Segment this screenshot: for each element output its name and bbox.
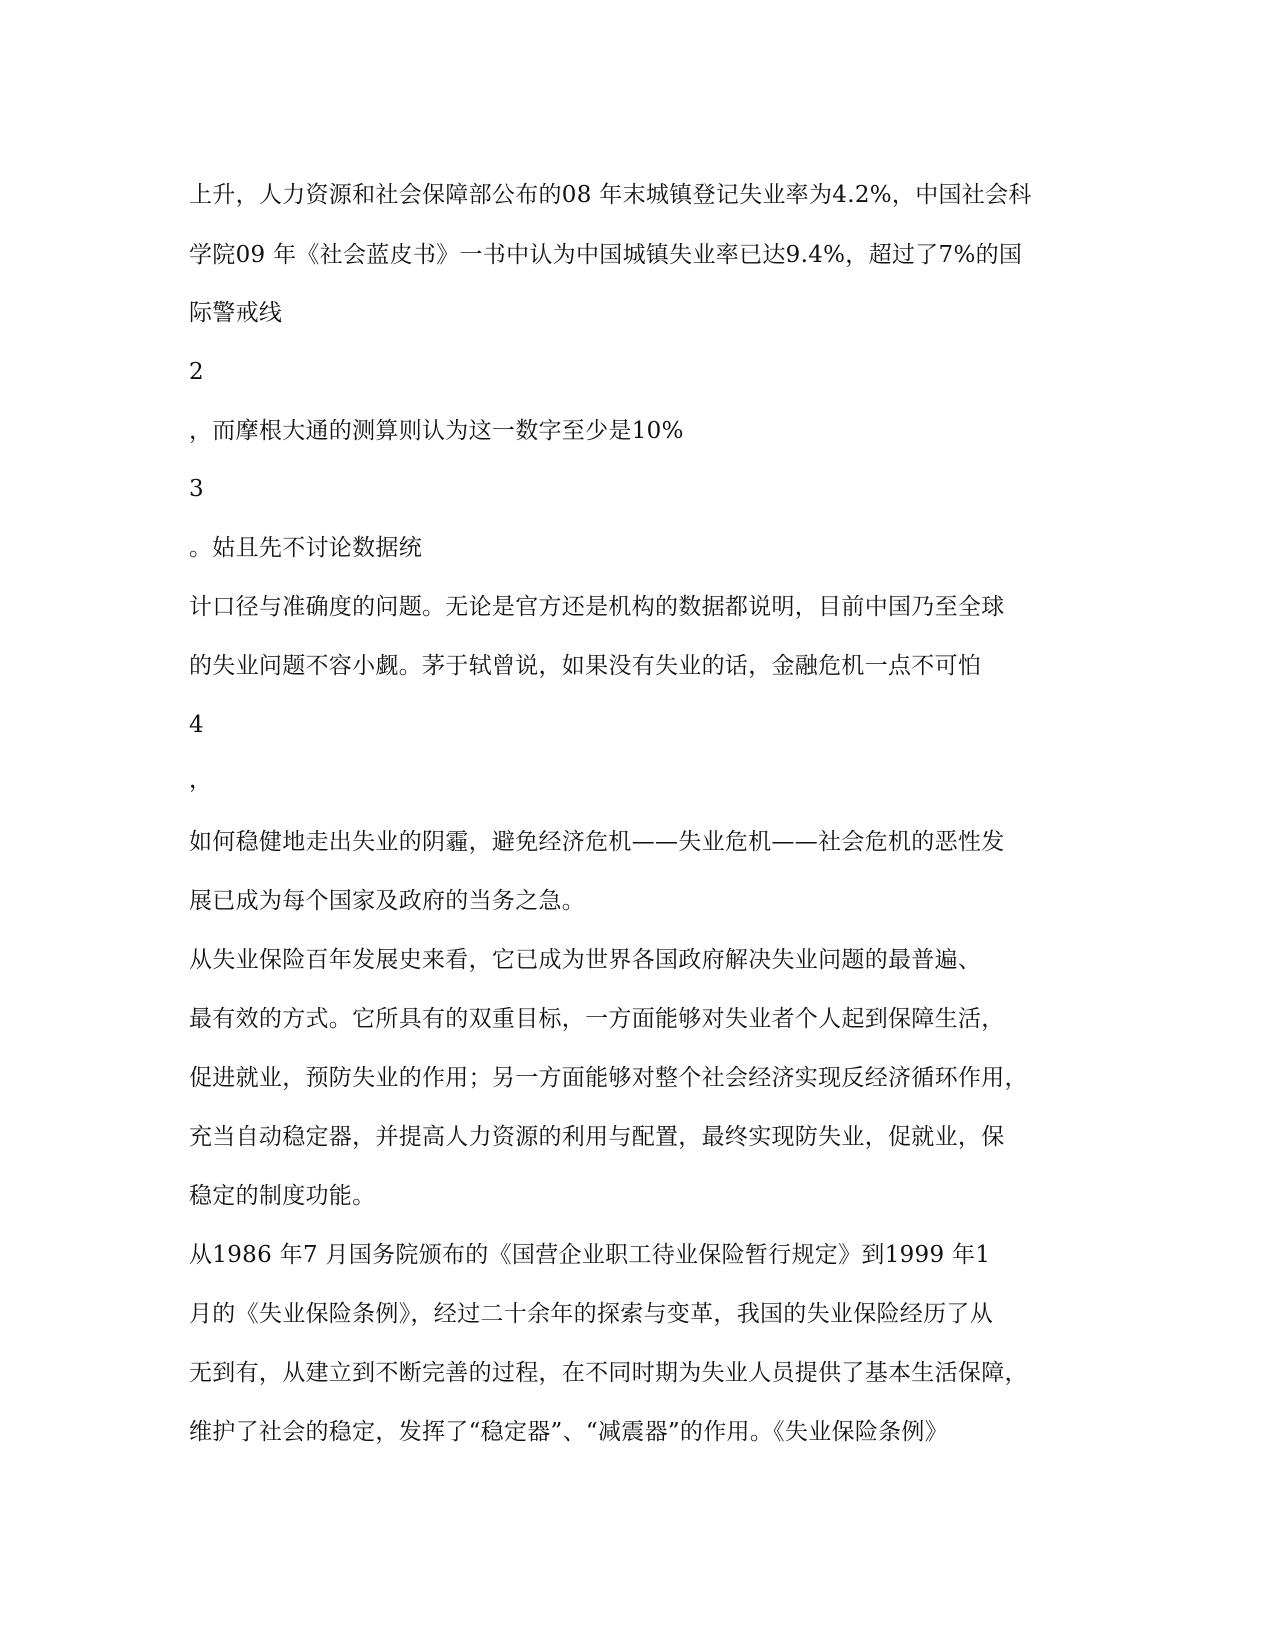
text-line: 计口径与准确度的问题。无论是官方还是机构的数据都说明，目前中国乃至全球 — [189, 594, 1005, 620]
footnote-marker: 2 — [189, 359, 204, 385]
text-line: ，而摩根大通的测算则认为这一数字至少是10% — [189, 418, 684, 444]
text-line: 最有效的方式。它所具有的双重目标，一方面能够对失业者个人起到保障生活， — [189, 1006, 1005, 1032]
text-line: 维护了社会的稳定，发挥了“稳定器”、“减震器”的作用。《失业保险条例》 — [189, 1419, 949, 1445]
text-line: 学院09 年《社会蓝皮书》一书中认为中国城镇失业率已达9.4%，超过了7%的国 — [189, 242, 1023, 268]
text-line: 的失业问题不容小觑。茅于轼曾说，如果没有失业的话，金融危机一点不可怕 — [189, 653, 982, 679]
text-line: 充当自动稳定器，并提高人力资源的利用与配置，最终实现防失业，促就业，保 — [189, 1124, 1005, 1150]
text-line: 如何稳健地走出失业的阴霾，避免经济危机——失业危机——社会危机的恶性发 — [189, 829, 1005, 855]
footnote-marker: 4 — [189, 712, 204, 738]
text-line: 际警戒线 — [189, 300, 283, 326]
footnote-marker: 3 — [189, 476, 204, 502]
text-line: 展已成为每个国家及政府的当务之急。 — [189, 888, 586, 914]
text-line: 上升，人力资源和社会保障部公布的08 年末城镇登记失业率为4.2%，中国社会科 — [189, 182, 1032, 208]
text-line: 稳定的制度功能。 — [189, 1183, 376, 1209]
text-line: ， — [189, 767, 213, 793]
text-line: 促进就业，预防失业的作用；另一方面能够对整个社会经济实现反经济循环作用， — [189, 1065, 1028, 1091]
paragraph-start: 从1986 年7 月国务院颁布的《国营企业职工待业保险暂行规定》到1999 年1 — [189, 1242, 991, 1268]
text-line: 无到有，从建立到不断完善的过程，在不同时期为失业人员提供了基本生活保障， — [189, 1360, 1028, 1386]
paragraph-start: 从失业保险百年发展史来看，它已成为世界各国政府解决失业问题的最普遍、 — [189, 947, 982, 973]
text-line: 。姑且先不讨论数据统 — [189, 535, 422, 561]
text-line: 月的《失业保险条例》，经过二十余年的探索与变革，我国的失业保险经历了从 — [189, 1301, 993, 1327]
